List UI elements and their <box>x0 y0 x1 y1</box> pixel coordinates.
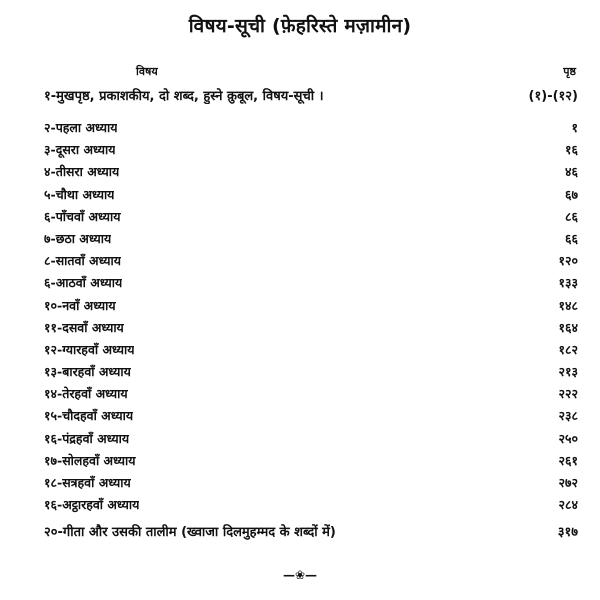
toc-entry-label: ५-चौथा अध्याय <box>44 186 115 202</box>
toc-entry-page: २८४ <box>558 497 578 513</box>
toc-entry <box>44 141 578 163</box>
toc-entry <box>44 496 578 518</box>
toc-entry <box>44 452 578 474</box>
toc-entry-label: १४-तेरहवाँ अध्याय <box>44 386 128 402</box>
toc-entry-label: १०-नवाँ अध्याय <box>44 297 116 313</box>
toc-entry <box>44 252 578 274</box>
toc-entry-label: ३-दूसरा अध्याय <box>44 142 116 158</box>
toc-entry-label: ८-सातवाँ अध्याय <box>44 253 122 269</box>
page-title: विषय-सूची (फ़ेहरिस्ते मज़ामीन) <box>188 15 412 37</box>
toc-entry-label: १-मुखपृष्ठ, प्रकाशकीय, दो शब्द, हुस्ने क़ुबूल, विषय-सूची । <box>44 89 324 104</box>
toc-entry-label: १२-ग्यारहवाँ अध्याय <box>44 341 135 357</box>
toc-entry-label: २०-गीता और उसकी तालीम (ख्वाजा दिलमुहम्मद के शब्दों में) <box>44 525 336 541</box>
toc-entry-page: २१३ <box>558 364 578 380</box>
toc-entry-page: २७२ <box>558 475 578 490</box>
toc-entry-page: १४८ <box>558 297 578 313</box>
toc-entry-page: ४६ <box>564 164 578 180</box>
toc-entry-page: २५० <box>558 430 578 446</box>
toc-entry <box>44 474 578 496</box>
page-column-header: पृष्ठ <box>563 65 576 78</box>
toc-entry <box>44 208 578 230</box>
toc-entry-label: ६-आठवाँ अध्याय <box>44 275 123 291</box>
toc-entry-label: १६-अट्ठारहवाँ अध्याय <box>44 497 140 513</box>
toc-entry <box>44 363 578 385</box>
toc-entry <box>44 186 578 208</box>
toc-entry-page: १६४ <box>558 319 578 335</box>
toc-entry-label: २-पहला अध्याय <box>44 120 118 135</box>
toc-entry <box>44 522 578 553</box>
toc-entry <box>44 230 578 252</box>
toc-entry-page: ३१७ <box>557 525 578 541</box>
toc-entry <box>44 163 578 185</box>
toc-entry-page: १३३ <box>558 275 578 291</box>
toc-entry <box>44 385 578 407</box>
toc-entry-page: २२२ <box>558 386 578 402</box>
toc-entry-label: ४-तीसरा अध्याय <box>44 164 120 180</box>
toc-entry-page: २६१ <box>558 452 578 468</box>
flower-ornament-icon: —❀— <box>282 568 318 582</box>
toc-entry-label: १६-पंद्रहवाँ अध्याय <box>44 430 130 446</box>
toc-entry-label: १८-सत्रहवाँ अध्याय <box>44 475 131 490</box>
subject-column-header: विषय <box>136 65 158 78</box>
toc-entry-label: १३-बारहवाँ अध्याय <box>44 364 131 380</box>
toc-entry-label: ७-छठा अध्याय <box>44 230 112 246</box>
toc-entry <box>44 341 578 363</box>
toc-entry-label: ६-पाँचवाँ अध्याय <box>44 208 121 224</box>
toc-entry-page: १२० <box>558 253 578 269</box>
toc-entry-page: ६६ <box>564 230 578 246</box>
toc-list <box>44 86 578 553</box>
toc-entry-page: १८२ <box>558 341 578 357</box>
toc-entry-label: १७-सोलहवाँ अध्याय <box>44 452 136 468</box>
toc-entry-page: १६ <box>564 142 578 158</box>
toc-entry-page: २३८ <box>558 408 578 424</box>
toc-entry <box>44 86 578 119</box>
toc-entry-page: (१)-(१२) <box>528 89 578 104</box>
toc-entry <box>44 407 578 429</box>
toc-entry <box>44 274 578 296</box>
toc-entry-label: ११-दसवाँ अध्याय <box>44 319 124 335</box>
toc-entry-page: ८६ <box>564 208 578 224</box>
toc-entry-label: १५-चौदहवाँ अध्याय <box>44 408 134 424</box>
toc-entry-page: ६७ <box>564 186 578 202</box>
toc-entry <box>44 297 578 319</box>
toc-entry <box>44 430 578 452</box>
toc-entry <box>44 319 578 341</box>
toc-entry <box>44 119 578 141</box>
toc-entry-page: १ <box>571 120 578 135</box>
